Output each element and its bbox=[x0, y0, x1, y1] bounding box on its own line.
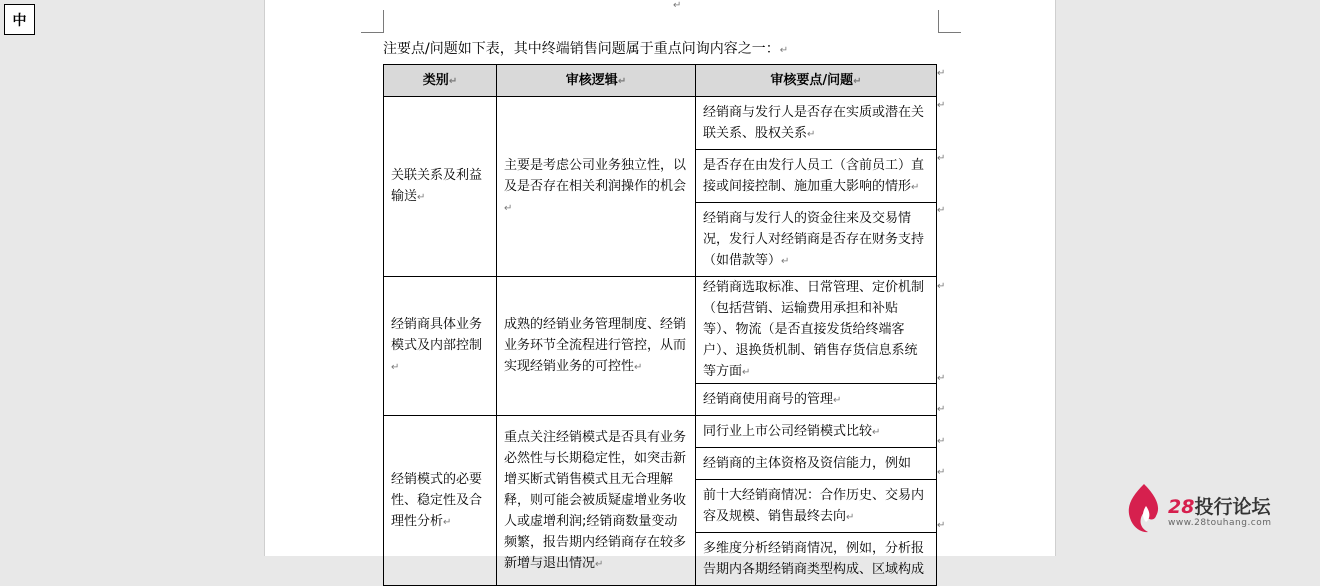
table-row bbox=[384, 277, 937, 384]
intro-text: 注要点/问题如下表，其中终端销售问题属于重点问询内容之一： bbox=[383, 41, 780, 57]
review-table[interactable] bbox=[383, 64, 937, 586]
document-page bbox=[264, 0, 1056, 577]
row-end-mark: ↵ bbox=[937, 373, 946, 384]
margin-corner-top-left bbox=[361, 10, 384, 33]
table-row bbox=[384, 416, 937, 448]
point-cell[interactable]: 经销商使用商号的管理↵ bbox=[696, 384, 937, 416]
row-end-mark: ↵ bbox=[937, 520, 946, 531]
point-cell[interactable]: 是否存在由发行人员工（含前员工）直接或间接控制、施加重大影响的情形↵ bbox=[696, 150, 937, 203]
point-cell[interactable]: 多维度分析经销商情况，例如，分析报告期内各期经销商类型构成、区域构成 bbox=[696, 533, 937, 586]
paragraph-mark: ↵ bbox=[779, 45, 789, 56]
row-end-mark: ↵ bbox=[937, 100, 946, 111]
logic-cell[interactable]: 主要是考虑公司业务独立性，以及是否存在相关利润操作的机会↵ bbox=[497, 97, 696, 277]
row-end-mark: ↵ bbox=[937, 404, 946, 415]
row-end-mark: ↵ bbox=[937, 436, 946, 447]
point-cell[interactable]: 经销商与发行人是否存在实质或潜在关联关系、股权关系↵ bbox=[696, 97, 937, 150]
header-logic: 审核逻辑↵ bbox=[497, 65, 696, 97]
category-cell[interactable]: 经销模式的必要性、稳定性及合理性分析↵ bbox=[384, 416, 497, 586]
row-end-mark: ↵ bbox=[937, 281, 946, 292]
header-points: 审核要点/问题↵ bbox=[696, 65, 937, 97]
paragraph-mark: ↵ bbox=[673, 0, 682, 11]
brand-url: www.28touhang.com bbox=[1168, 518, 1272, 528]
brand-name: 28投行论坛 bbox=[1168, 496, 1271, 518]
margin-corner-top-right bbox=[938, 10, 961, 33]
point-cell[interactable]: 经销商选取标准、日常管理、定价机制（包括营销、运输费用承担和补贴等）、物流（是否直接发货给终端客户）、退换货机制、销售存货信息系统等方面↵ bbox=[696, 277, 937, 384]
logic-cell[interactable]: 成熟的经销业务管理制度、经销业务环节全流程进行管控，从而实现经销业务的可控性↵ bbox=[497, 277, 696, 416]
watermark-logo bbox=[1124, 480, 1304, 536]
row-end-mark: ↵ bbox=[937, 467, 946, 478]
point-cell[interactable]: 同行业上市公司经销模式比较↵ bbox=[696, 416, 937, 448]
row-end-mark: ↵ bbox=[937, 205, 946, 216]
table-row bbox=[384, 97, 937, 150]
ime-indicator[interactable]: 中 bbox=[4, 4, 35, 35]
point-cell[interactable]: 经销商的主体资格及资信能力，例如 bbox=[696, 448, 937, 480]
header-category: 类别↵ bbox=[384, 65, 497, 97]
table-header-row bbox=[384, 65, 937, 97]
category-cell[interactable]: 经销商具体业务模式及内部控制↵ bbox=[384, 277, 497, 416]
intro-paragraph[interactable] bbox=[383, 38, 788, 58]
flame-icon bbox=[1124, 482, 1164, 534]
point-cell[interactable]: 前十大经销商情况：合作历史、交易内容及规模、销售最终去向↵ bbox=[696, 480, 937, 533]
logic-cell[interactable]: 重点关注经销模式是否具有业务必然性与长期稳定性，如突击新增买断式销售模式且无合理解释，则可能会被质疑虚增业务收人或虚增利润;经销商数量变动频繁，报告期内经销商存在较多新增与退出情况↵ bbox=[497, 416, 696, 586]
row-end-mark: ↵ bbox=[937, 68, 946, 79]
category-cell[interactable]: 关联关系及利益输送↵ bbox=[384, 97, 497, 277]
row-end-mark: ↵ bbox=[937, 153, 946, 164]
point-cell[interactable]: 经销商与发行人的资金往来及交易情况，发行人对经销商是否存在财务支持（如借款等）↵ bbox=[696, 203, 937, 277]
